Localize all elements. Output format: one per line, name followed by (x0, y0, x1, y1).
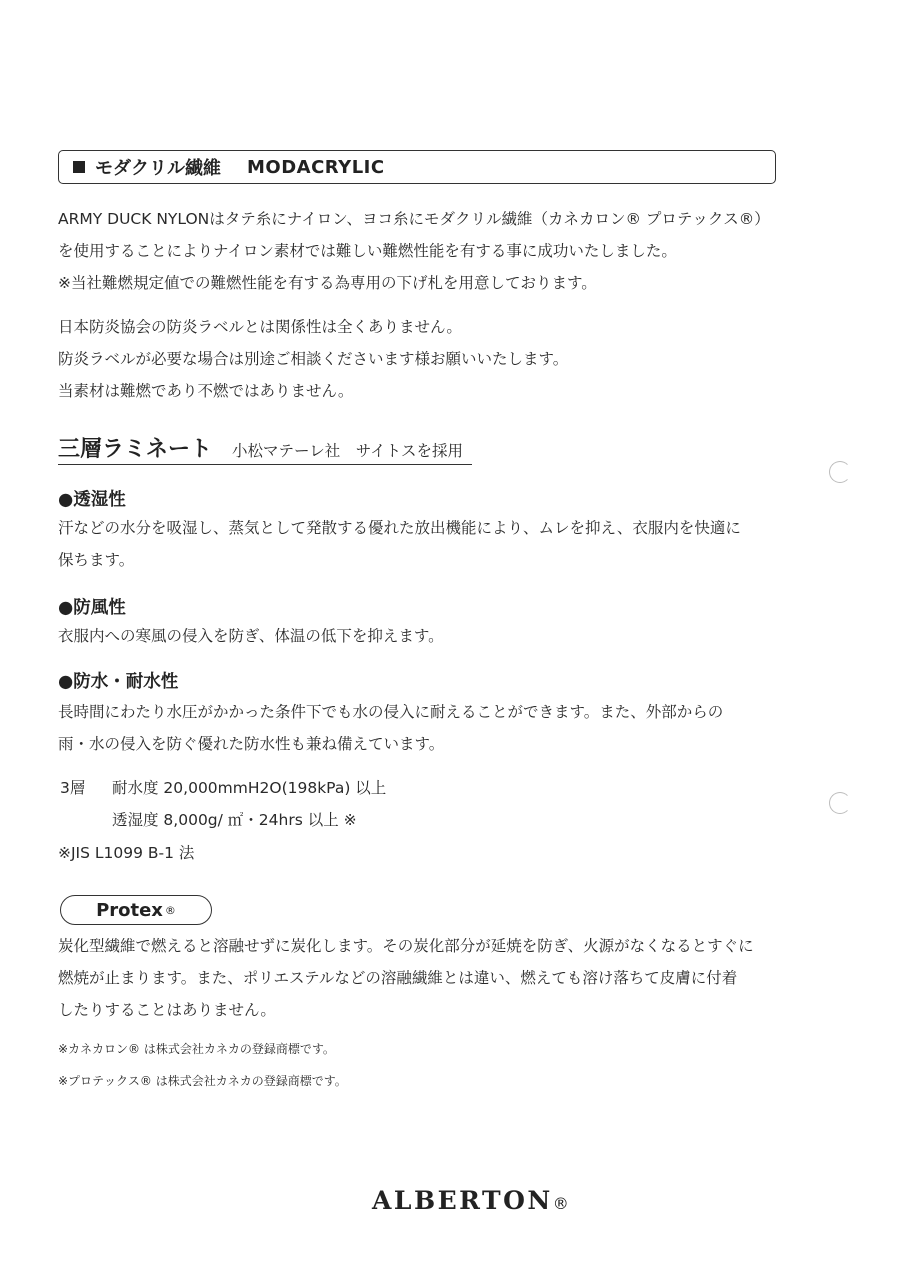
laminate-section-header (58, 432, 472, 465)
modacrylic-para1-line: ※当社難燃規定値での難燃性能を有する為専用の下げ札を用意しております。 (58, 274, 597, 292)
modacrylic-para2-line: 防炎ラベルが必要な場合は別途ご相談くださいます様お願いいたします。 (58, 350, 569, 368)
breathable-heading: ●透湿性 (58, 490, 126, 510)
laminate-title: 三層ラミネート (58, 437, 213, 462)
waterproof-line: 雨・水の侵入を防ぐ優れた防水性も兼ね備えています。 (58, 735, 445, 753)
modacrylic-title-jp: モダクリル繊維 (95, 158, 221, 179)
waterproof-heading: ●防水・耐水性 (58, 672, 179, 692)
breathable-line: 汗などの水分を吸湿し、蒸気として発散する優れた放出機能により、ムレを抑え、衣服内を快適に (58, 519, 741, 537)
brand-registered-mark: ® (552, 1194, 569, 1213)
modacrylic-para1-line: を使用することによりナイロン素材では難しい難燃性能を有する事に成功いたしました。 (58, 242, 677, 260)
protex-label: Protex (96, 899, 163, 921)
water-resistance-spec: 耐水度 20,000mmH2O(198kPa) 以上 (112, 779, 387, 797)
protex-badge (60, 895, 212, 925)
brand-name: ALBERTON (372, 1186, 553, 1215)
windproof-heading: ●防風性 (58, 598, 126, 618)
alberton-logo (372, 1186, 569, 1218)
trademark-note: ※プロテックス® は株式会社カネカの登録商標です。 (58, 1074, 347, 1088)
breathable-line: 保ちます。 (58, 551, 135, 569)
modacrylic-para2-line: 日本防炎協会の防炎ラベルとは関係性は全くありません。 (58, 318, 462, 336)
binder-hole-icon (829, 461, 851, 483)
modacrylic-title-en: MODACRYLIC (247, 156, 385, 178)
square-bullet-icon (73, 161, 85, 173)
registered-mark: ® (164, 903, 176, 917)
trademark-note: ※カネカロン® は株式会社カネカの登録商標です。 (58, 1042, 335, 1056)
binder-hole-icon (829, 792, 851, 814)
modacrylic-para1-line: ARMY DUCK NYLONはタテ糸にナイロン、ヨコ糸にモダクリル繊維（カネカロン® プロテックス®） (58, 210, 770, 228)
test-method: ※JIS L1099 B-1 法 (58, 844, 195, 862)
layer-label: 3層 (60, 779, 86, 797)
modacrylic-para2-line: 当素材は難燃であり不燃ではありません。 (58, 382, 354, 400)
protex-line: したりすることはありません。 (58, 1001, 276, 1019)
windproof-line: 衣服内への寒風の侵入を防ぎ、体温の低下を抑えます。 (58, 627, 444, 645)
laminate-subtitle: 小松マテーレ社 サイトスを採用 (232, 442, 463, 460)
waterproof-line: 長時間にわたり水圧がかかった条件下でも水の侵入に耐えることができます。また、外部からの (58, 703, 724, 721)
modacrylic-section-header (58, 150, 776, 184)
breathability-spec: 透湿度 8,000g/ ㎡・24hrs 以上 ※ (112, 811, 357, 829)
protex-line: 炭化型繊維で燃えると溶融せずに炭化します。その炭化部分が延焼を防ぎ、火源がなくなるとすぐに (58, 937, 754, 955)
protex-line: 燃焼が止まります。また、ポリエステルなどの溶融繊維とは違い、燃えても溶け落ちて皮膚に付着 (58, 969, 738, 987)
